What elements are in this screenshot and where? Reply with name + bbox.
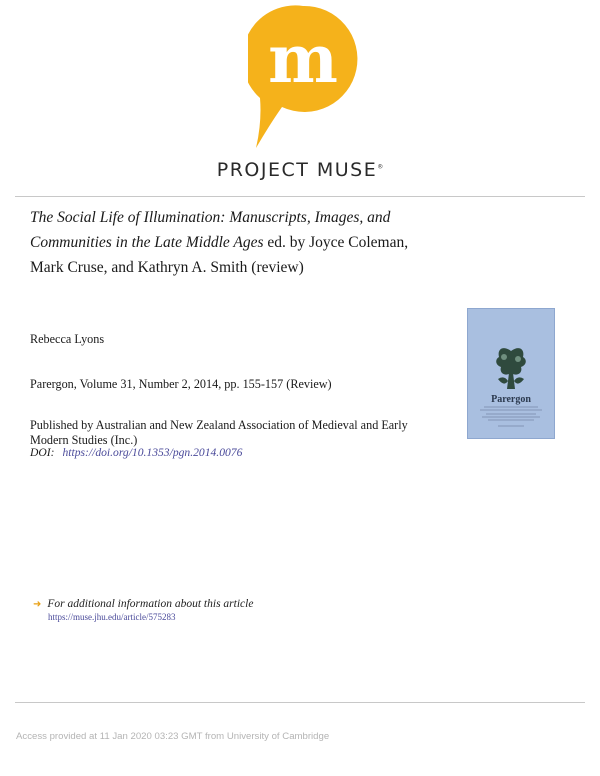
title-byline: ed. by Joyce Coleman, Mark Cruse, and Kathryn A. Smith (review) [30, 234, 409, 276]
access-notice: Access provided at 11 Jan 2020 03:23 GMT from University of Cambridge [16, 731, 330, 742]
book-title: The Social Life of Illumination: Manuscripts, Images, and Communities in the Late Middle Ages [30, 209, 391, 251]
project-muse-logo[interactable] [248, 4, 358, 150]
doi-link[interactable]: https://doi.org/10.1353/pgn.2014.0076 [62, 446, 243, 459]
footer-divider [15, 702, 585, 703]
brand-wordmark [0, 159, 600, 181]
brand-name: PROJECT MUSE [216, 159, 378, 181]
cover-journal-name: Parergon [491, 394, 531, 405]
author: Rebecca Lyons [30, 332, 105, 346]
additional-info [33, 594, 253, 612]
article-link[interactable]: https://muse.jhu.edu/article/575283 [48, 612, 176, 622]
logo-letter: m [268, 20, 338, 98]
doi-label: DOI: [30, 446, 55, 459]
cover-fine-print [480, 407, 542, 426]
cover-illustration [496, 348, 526, 389]
article-title [30, 205, 430, 280]
journal-cover[interactable] [467, 308, 555, 439]
additional-info-label: For additional information about this article [47, 598, 254, 610]
arrow-icon: ➜ [33, 599, 42, 610]
header-divider [15, 196, 585, 197]
citation: Parergon, Volume 31, Number 2, 2014, pp. 155-157 (Review) [30, 377, 332, 391]
publisher: Published by Australian and New Zealand Association of Medieval and Early Modern Studies (Inc.) [30, 418, 408, 447]
doi-row [30, 446, 242, 459]
cover-art [468, 309, 554, 438]
trademark-symbol: ® [377, 163, 384, 171]
